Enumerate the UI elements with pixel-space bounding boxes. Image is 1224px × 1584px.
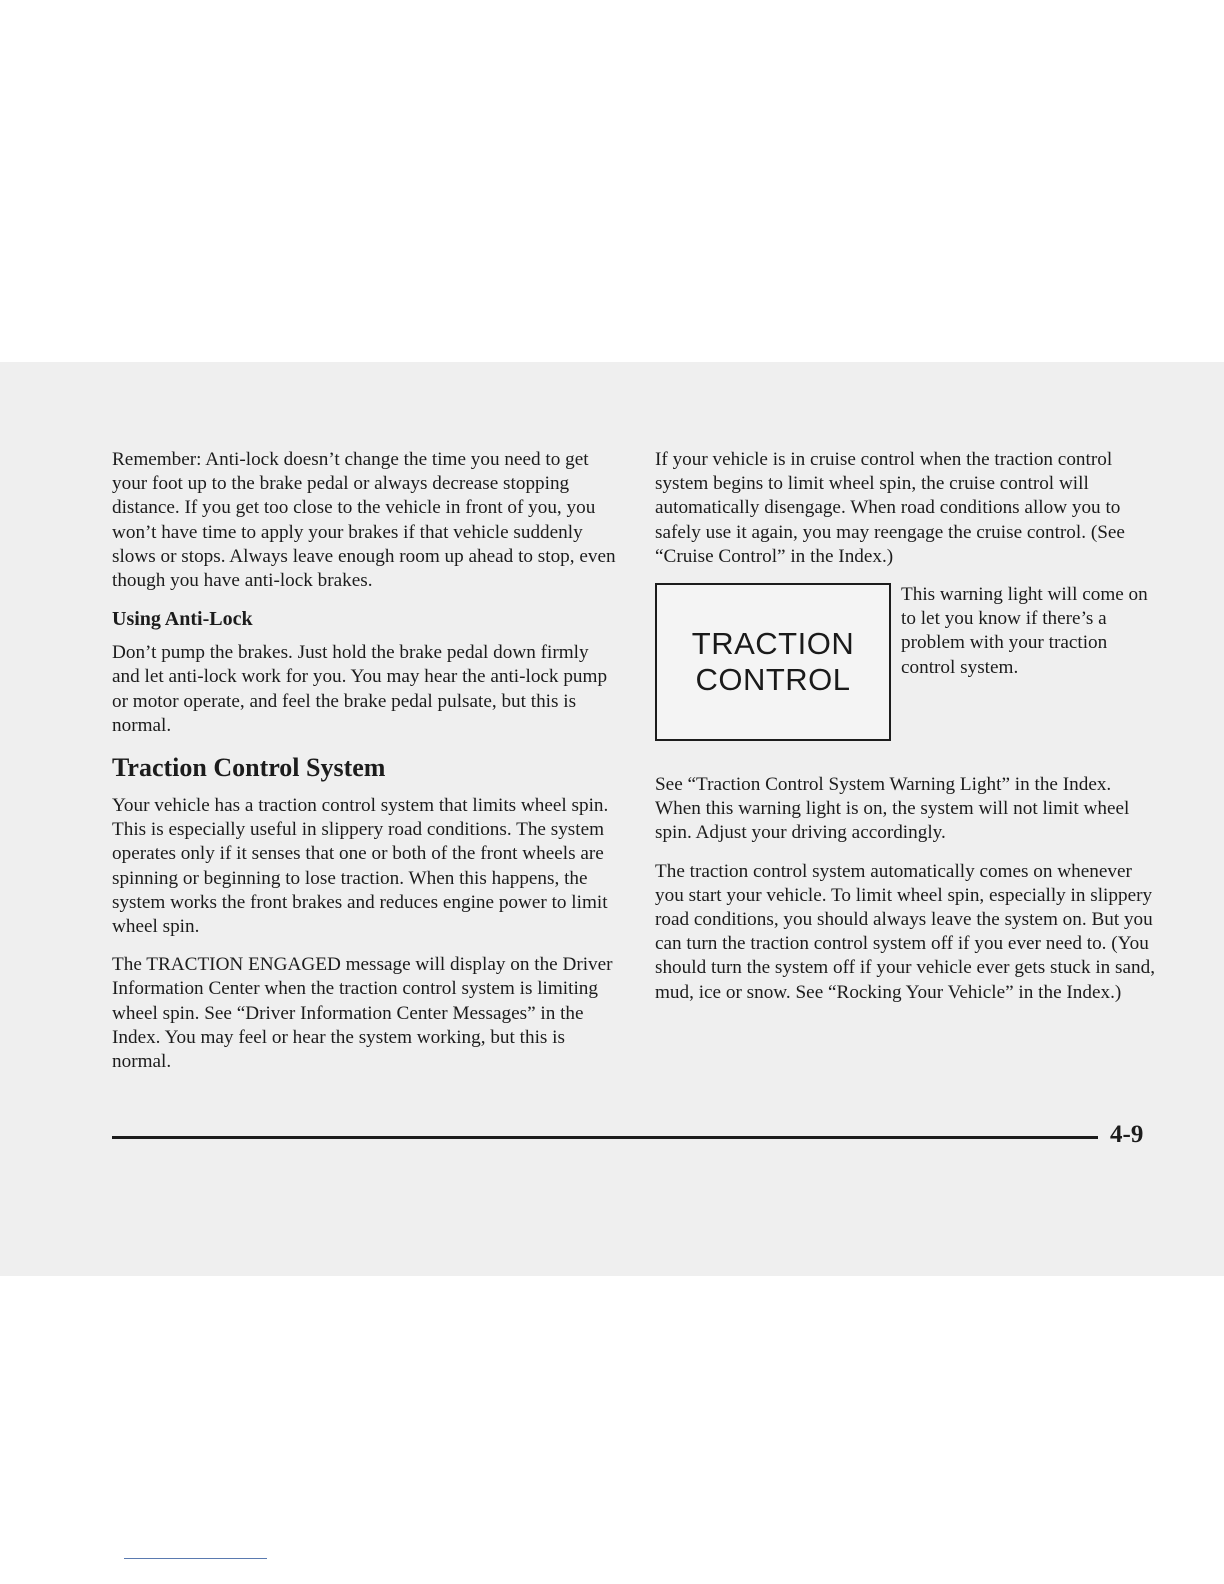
traction-engaged-paragraph: The TRACTION ENGAGED message will display on the Driver Information Center when the traction control system is limiting wheel spin. See “Driver Information Center Messages” in the Index. You may feel or hear the system working, but this is normal.: [112, 954, 613, 1073]
warning-light-line1: TRACTION: [691, 626, 855, 662]
warning-light-line2: CONTROL: [695, 662, 851, 698]
anti-lock-usage-paragraph: Don’t pump the brakes. Just hold the brake pedal down firmly and let anti-lock work for you. You may hear the anti-lock pump or motor operate, and feel the brake pedal pulsate, but this is normal.: [112, 642, 608, 736]
system-on-off-paragraph: The traction control system automatically comes on whenever you start your vehicle. To limit wheel spin, especially in slippery road conditions, you should always leave the system on. But you can turn the traction control system off if you ever need to. (You should turn the system off if your vehicle ever gets stuck in sand, mud, ice or snow. See “Rocking Your Vehicle” in the Index.): [655, 860, 1156, 1003]
page-number: 4-9: [1110, 1121, 1144, 1148]
warning-light-reference-paragraph: See “Traction Control System Warning Light” in the Index. When this warning light is on, the system will not limit wheel spin. Adjust your driving accordingly.: [655, 774, 1130, 844]
footer-link-line: [124, 1558, 267, 1559]
footer-rule: [112, 1136, 1098, 1139]
left-column: [112, 448, 617, 1088]
traction-control-title: Traction Control System: [112, 753, 386, 783]
warning-light-figure: [655, 583, 1160, 743]
warning-light-caption: This warning light will come on to let you know if there’s a problem with your traction control system.: [901, 584, 1148, 678]
traction-control-warning-light: [655, 583, 891, 741]
traction-intro-paragraph: Your vehicle has a traction control system that limits wheel spin. This is especially useful in slippery road conditions. The system operates only if it senses that one or both of the front wheels are spinning or beginning to lose traction. When this happens, the system works the front brakes and reduces engine power to limit wheel spin.: [112, 795, 609, 938]
cruise-control-paragraph: If your vehicle is in cruise control when the traction control system begins to limit wheel spin, the cruise control will automatically disengage. When road conditions allow you to safely use it again, you may reengage the cruise control. (See “Cruise Control” in the Index.): [655, 449, 1125, 567]
using-anti-lock-heading: Using Anti-Lock: [112, 608, 253, 631]
remember-paragraph: Remember: Anti-lock doesn’t change the time you need to get your foot up to the brake pedal or always decrease stopping distance. If you get too close to the vehicle in front of you, you won’t have time to apply your brakes if that vehicle suddenly slows or stops. Always leave enough room up ahead to stop, even though you have anti-lock brakes.: [112, 449, 616, 592]
right-column: [655, 448, 1160, 1019]
